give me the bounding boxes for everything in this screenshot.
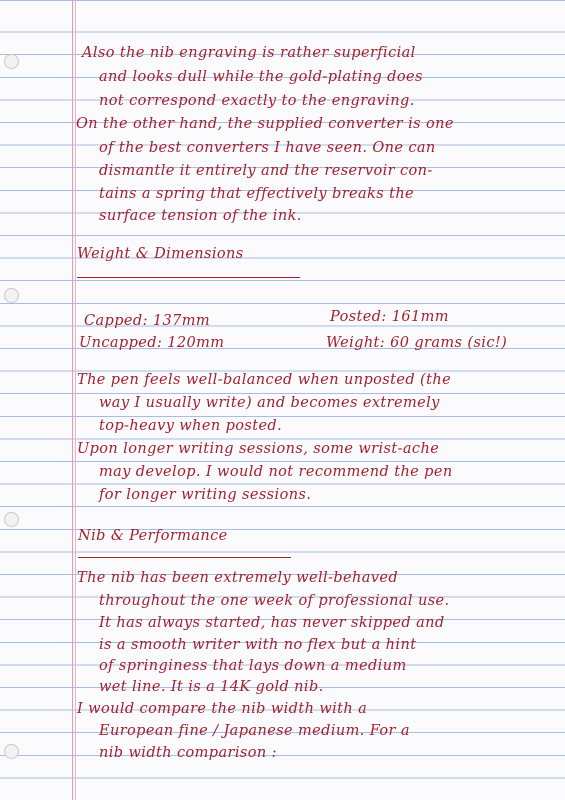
handwritten-line: European fine / Japanese medium. For a bbox=[99, 723, 410, 739]
handwritten-line: throughout the one week of professional use. bbox=[99, 593, 450, 609]
handwritten-line: is a smooth writer with no flex but a hint bbox=[99, 637, 417, 653]
handwritten-line: The nib has been extremely well-behaved bbox=[77, 570, 399, 586]
dimension-posted: Posted: 161mm bbox=[330, 309, 449, 325]
dimension-capped: Capped: 137mm bbox=[84, 313, 211, 329]
heading-underline bbox=[78, 557, 291, 558]
handwritten-line: It has always started, has never skipped and bbox=[99, 615, 445, 631]
handwritten-line: way I usually write) and becomes extremely bbox=[99, 395, 440, 411]
handwritten-line: of springiness that lays down a medium bbox=[99, 658, 407, 674]
handwritten-line: wet line. It is a 14K gold nib. bbox=[99, 679, 324, 695]
handwritten-line: and looks dull while the gold-plating does bbox=[99, 69, 423, 85]
handwritten-line: of the best converters I have seen. One can bbox=[99, 140, 436, 156]
handwritten-line: tains a spring that effectively breaks the bbox=[99, 186, 415, 202]
section-heading: Weight & Dimensions bbox=[77, 246, 244, 262]
dimension-uncapped: Uncapped: 120mm bbox=[79, 335, 225, 351]
handwritten-line: Upon longer writing sessions, some wrist-ache bbox=[77, 441, 440, 457]
punch-hole bbox=[4, 512, 19, 527]
dimension-weight: Weight: 60 grams (sic!) bbox=[326, 335, 508, 351]
section-heading: Nib & Performance bbox=[78, 528, 228, 544]
punch-hole bbox=[4, 54, 19, 69]
handwritten-line: The pen feels well-balanced when unposted (the bbox=[77, 372, 452, 388]
handwritten-line: I would compare the nib width with a bbox=[77, 701, 368, 717]
handwritten-line: not correspond exactly to the engraving. bbox=[99, 93, 415, 109]
handwritten-line: On the other hand, the supplied converter is one bbox=[76, 116, 454, 132]
handwritten-line: for longer writing sessions. bbox=[99, 487, 312, 503]
heading-underline bbox=[77, 277, 300, 278]
margin-line bbox=[72, 0, 73, 800]
handwritten-line: may develop. I would not recommend the pen bbox=[99, 464, 453, 480]
handwritten-line: top-heavy when posted. bbox=[99, 418, 283, 434]
punch-hole bbox=[4, 288, 19, 303]
handwritten-line: nib width comparison : bbox=[99, 745, 277, 761]
punch-hole bbox=[4, 744, 19, 759]
handwritten-line: Also the nib engraving is rather superficial bbox=[82, 45, 416, 61]
handwritten-line: dismantle it entirely and the reservoir con- bbox=[99, 163, 433, 179]
handwritten-line: surface tension of the ink. bbox=[99, 208, 302, 224]
